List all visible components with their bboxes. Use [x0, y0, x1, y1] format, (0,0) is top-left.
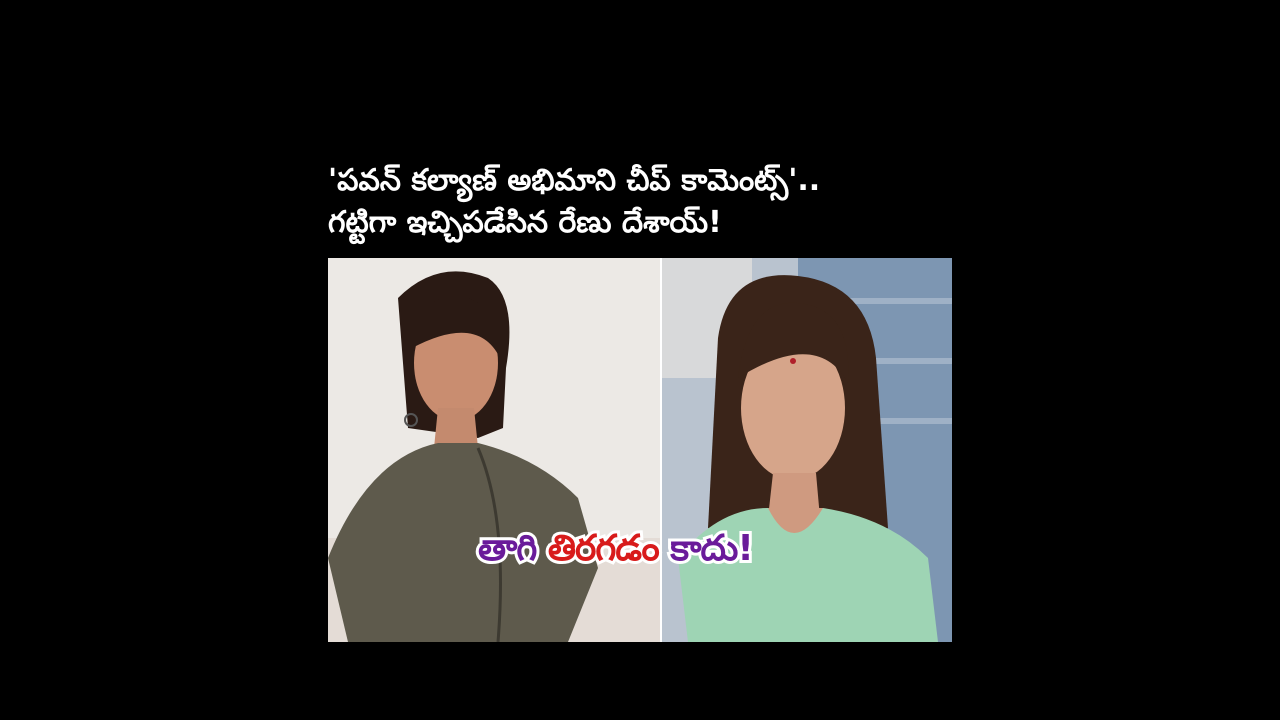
caption-part-2: తిరగడం	[547, 528, 671, 569]
caption-part-1: తాగి	[478, 528, 548, 569]
thumbnail-image	[328, 258, 952, 642]
headline-line-2: గట్టిగా ఇచ్చిపడేసిన రేణు దేశాయ్!	[328, 205, 722, 240]
article-headline[interactable]	[328, 160, 968, 244]
caption-part-3: కాదు!	[670, 528, 753, 569]
article-thumbnail[interactable]	[328, 258, 952, 642]
thumbnail-caption	[478, 528, 753, 578]
panel-divider	[660, 258, 662, 642]
headline-line-1: 'పవన్ కల్యాణ్ అభిమాని చీప్ కామెంట్స్'..	[328, 163, 821, 198]
